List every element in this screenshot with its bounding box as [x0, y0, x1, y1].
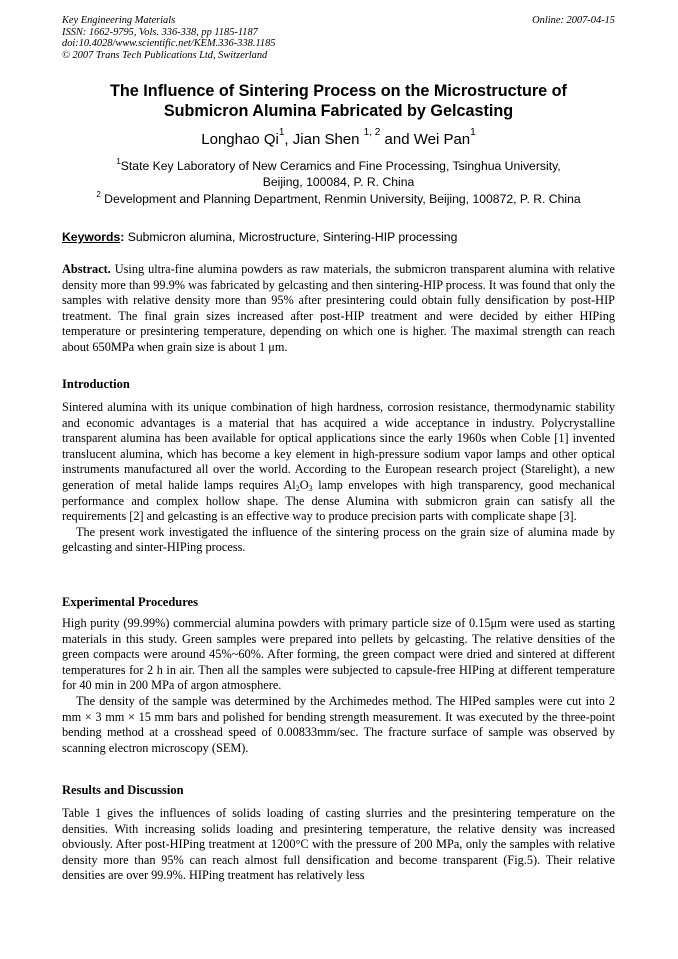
- author-pan: Wei Pan: [413, 131, 471, 148]
- introduction-text-a: Sintered alumina with its unique combination of high hardness, corrosion resistance, thermodynamic stability and economic advantages is a material that has acquired a wide acceptance in industry. Polycrystalline transparent alumina has been available for optical applications since the early 1960s when Coble [1] invented translucent alumina, which has become a key element in high-pressure sodium vapor lamps and other optical instruments manufactured all over the world. According to the European research project (Starelight), a new generation of metal halide lamps requires Al: [62, 400, 615, 492]
- issn-line: ISSN: 1662-9795, Vols. 336-338, pp 1185-1187: [62, 26, 258, 38]
- author-qi: Longhao Qi: [201, 131, 279, 148]
- journal-name: Key Engineering Materials: [62, 15, 176, 26]
- doi-line[interactable]: doi:10.4028/www.scientific.net/KEM.336-338.1185: [62, 38, 276, 50]
- section-heading-experimental: Experimental Procedures: [62, 595, 198, 609]
- introduction-paragraph-1: [62, 400, 615, 525]
- section-heading-results: Results and Discussion: [62, 783, 184, 797]
- title-line-1: The Influence of Sintering Process on the Microstructure of: [110, 82, 567, 100]
- author-separator: and: [380, 131, 414, 148]
- abstract-text: Using ultra-fine alumina powders as raw materials, the submicron transparent alumina with relative density more than 99.9% was fabricated by gelcasting and then sintering-HIP process. It was found that only the samples with relative density more than 95% after presintering could obtain fully densification by post-HIP treatment. The final grain sizes increased after post-HIP treatment and were decided by either HIPing temperature or presintering temperature, depending on which one is higher. The maximal strength can reach about 650MPa when grain size is about 1 μm.: [62, 262, 615, 354]
- author-qi-affil: 1: [278, 127, 285, 138]
- section-heading-introduction: Introduction: [62, 377, 130, 391]
- affiliation-1-marker: 1: [116, 157, 121, 166]
- author-shen-affil: 1, 2: [363, 127, 381, 138]
- author-separator: ,: [284, 131, 293, 148]
- affiliation-2: [62, 192, 615, 208]
- abstract-label: Abstract.: [62, 262, 111, 276]
- experimental-paragraph-1: High purity (99.99%) commercial alumina powders with primary particle size of 0.15μm were used as starting materials in this study. Green samples were prepared into pellets by gelcasting. The relative densities of the green compacts were around 45%~60%. After forming, the green compact were dried and sintered at different temperatures for 2 h in air. Then all the samples were subjected to capsule-free HIPing at different temperature for 40 min in 200 MPa of argon atmosphere.: [62, 616, 615, 693]
- affiliation-2-text: Development and Planning Department, Renmin University, Beijing, 100872, P. R. China: [100, 192, 581, 206]
- introduction-text-b: O: [299, 477, 309, 492]
- subscript-3: 3: [308, 483, 313, 493]
- online-date: Online: 2007-04-15: [532, 15, 615, 26]
- keywords-text: Submicron alumina, Microstructure, Sintering-HIP processing: [124, 230, 458, 244]
- author-pan-affil: 1: [470, 127, 476, 138]
- abstract-paragraph: [62, 262, 615, 356]
- experimental-paragraph-2: The density of the sample was determined by the Archimedes method. The HIPed samples were cut into 2 mm × 3 mm × 15 mm bars and polished for bending strength measurement. It was executed by the three-point bending method at a crosshead speed of 0.00833mm/sec. The fracture surface of sample was observed by scanning electron microscopy (SEM).: [62, 693, 615, 755]
- journal-header: [62, 15, 615, 61]
- keywords-colon: :: [120, 230, 125, 244]
- paper-title: [62, 81, 615, 121]
- introduction-section: [62, 400, 615, 556]
- results-paragraph-1: Table 1 gives the influences of solids loading of casting slurries and the presintering temperature on the densities. With increasing solids loading and presintering temperature, the relative density was increased obviously. After post-HIPing treatment at 1200°C with the pressure of 200 MPa, only the samples with relative density more than 95% can reach almost full densification and become transparent (Fig.5). Their relative densities are over 99.9%. HIPing treatment has relatively less: [62, 806, 615, 883]
- author-list: [62, 127, 615, 150]
- affiliation-1: [62, 159, 615, 190]
- affiliation-1-line-2: Beijing, 100084, P. R. China: [262, 174, 415, 189]
- introduction-text-c: lamp envelopes with high transparency, good mechanical performance and complex hollow shape. The dense Alumina with submicron grain can satisfy all the requirements [2] and gelcasting is an effective way to produce precision parts with complicate shape [3].: [62, 477, 616, 524]
- keywords-label: Keywords: [62, 230, 121, 244]
- author-shen: Jian Shen: [292, 131, 360, 148]
- experimental-section: [62, 616, 615, 756]
- subscript-2: 2: [295, 483, 300, 493]
- keywords-line: [62, 230, 615, 245]
- affiliation-2-marker: 2: [96, 190, 101, 199]
- title-line-2: Submicron Alumina Fabricated by Gelcasting: [163, 102, 514, 120]
- affiliation-1-line-1: State Key Laboratory of New Ceramics and Fine Processing, Tsinghua University,: [120, 159, 561, 173]
- copyright-line: © 2007 Trans Tech Publications Ltd, Switzerland: [62, 49, 268, 61]
- introduction-paragraph-2: The present work investigated the influence of the sintering process on the grain size of alumina made by gelcasting and sinter-HIPing process.: [62, 524, 615, 555]
- results-section: [62, 806, 615, 884]
